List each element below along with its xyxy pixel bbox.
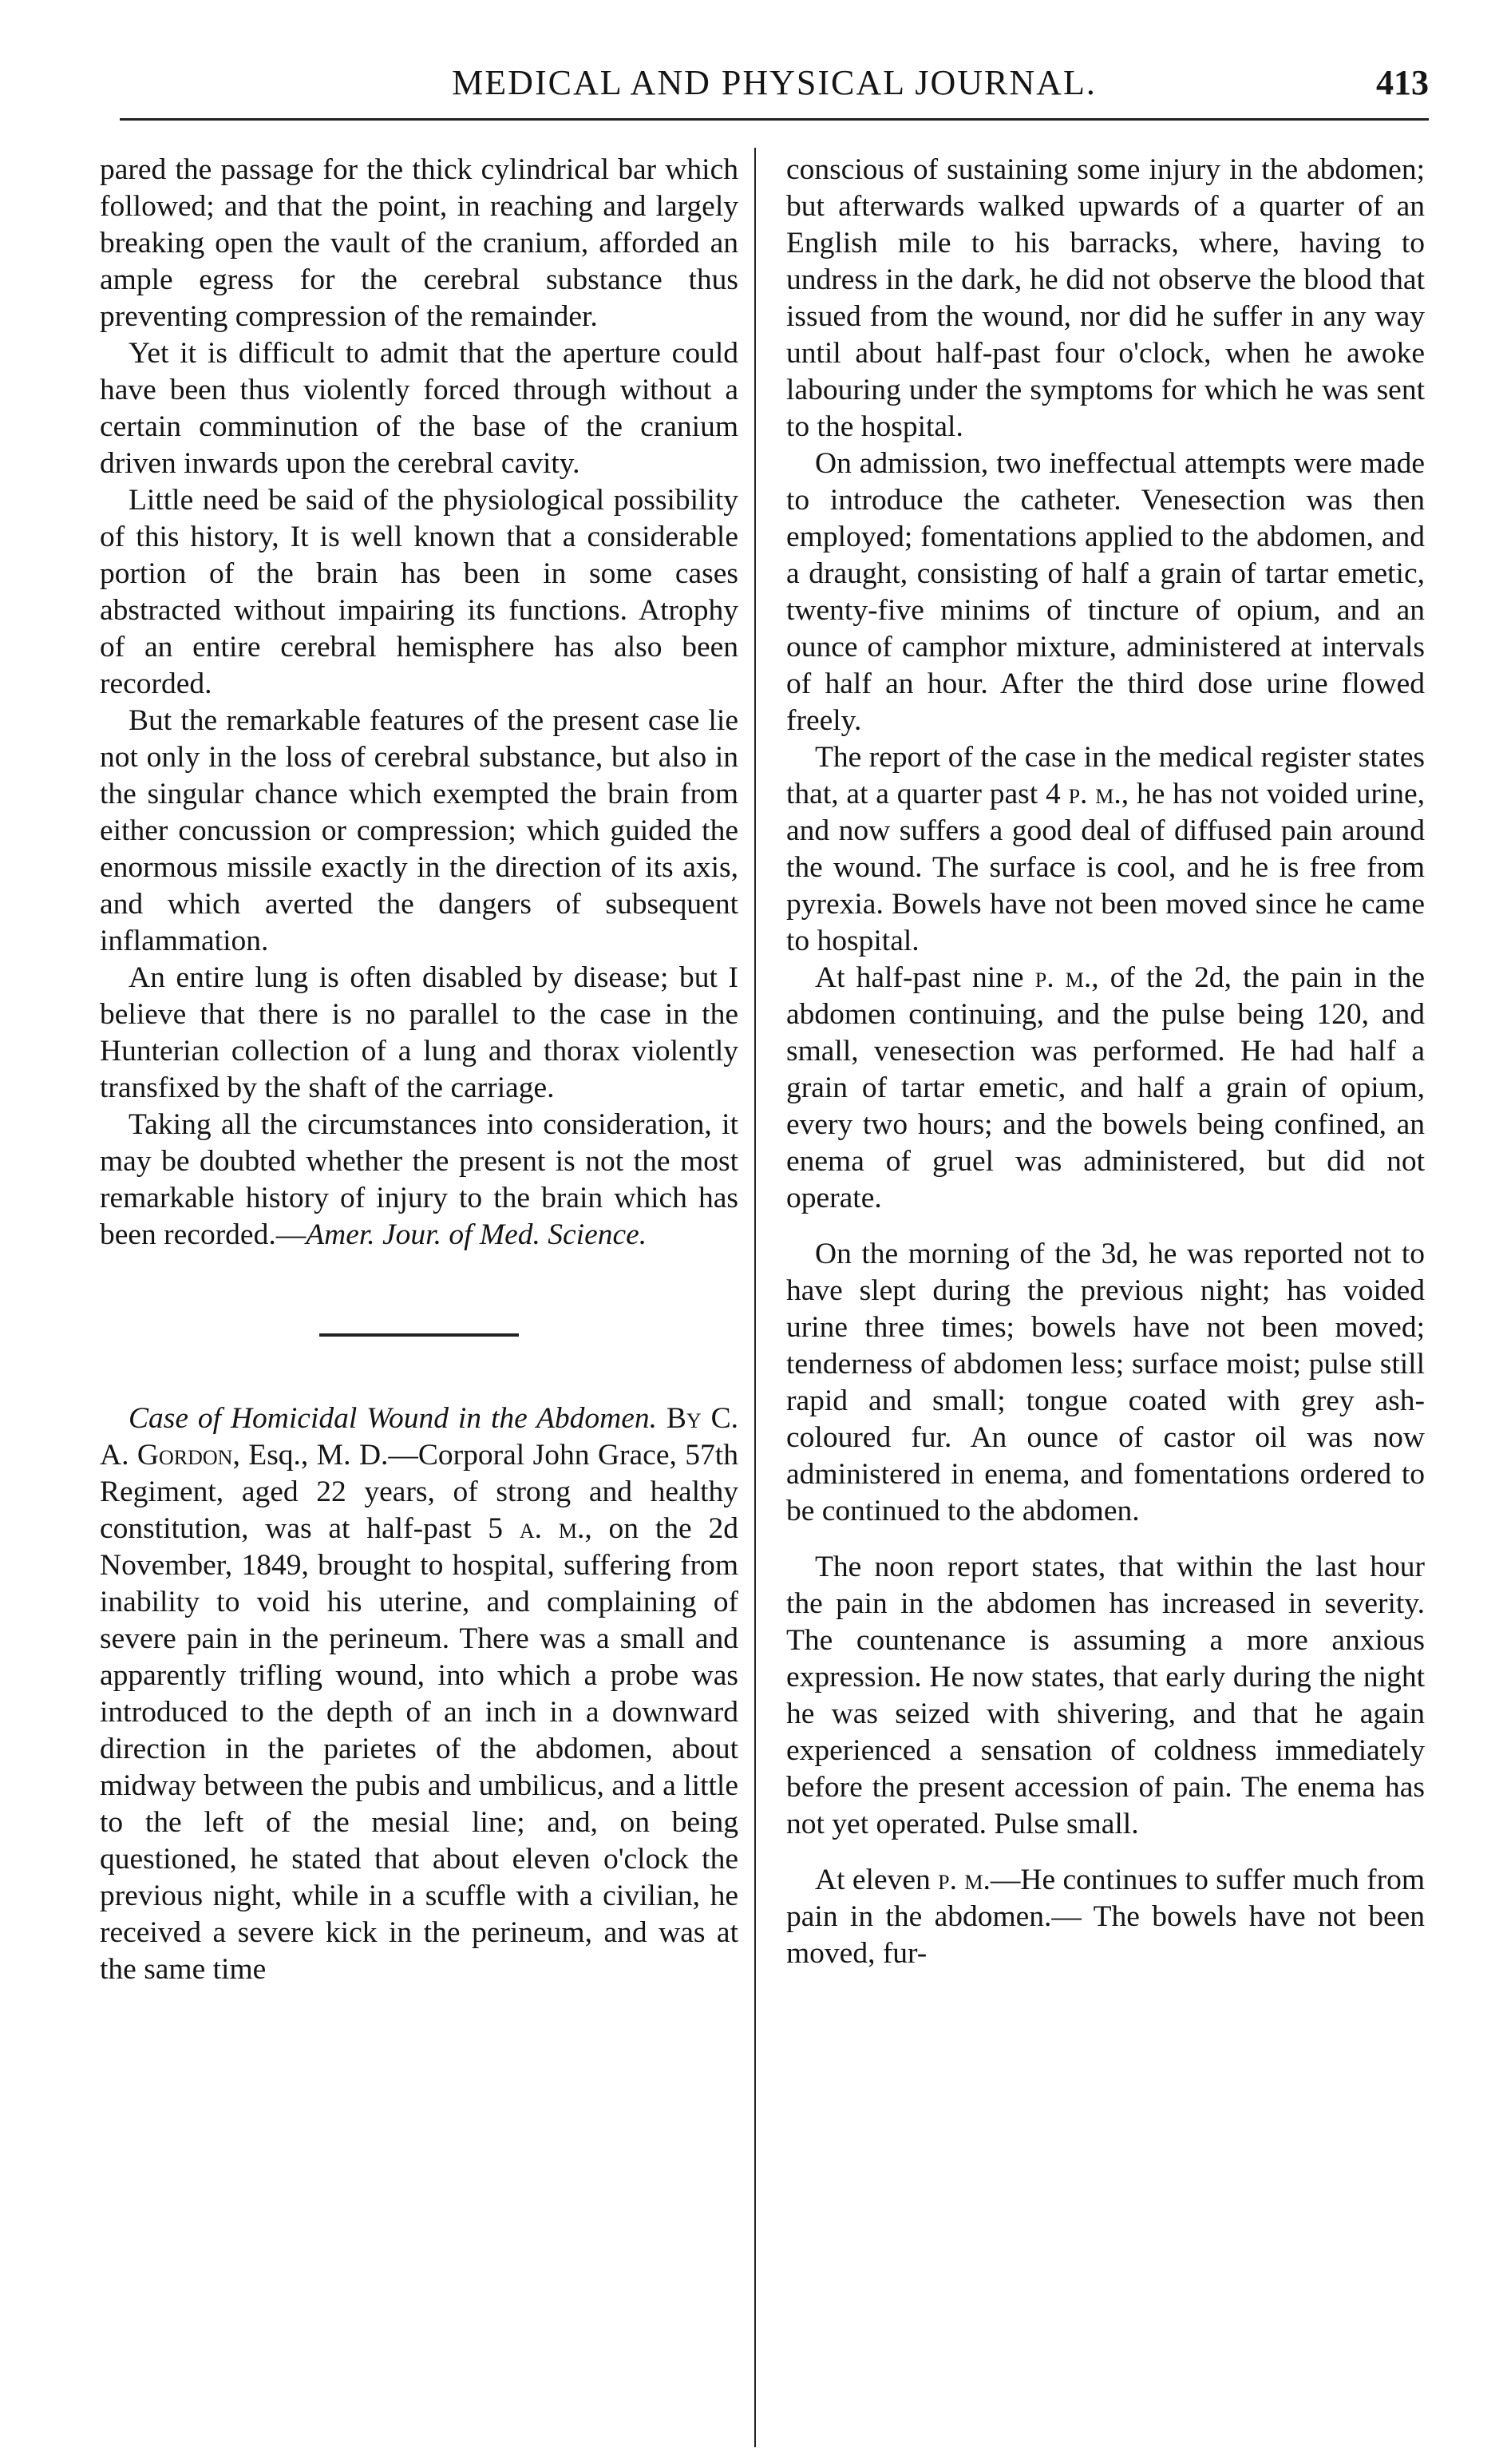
journal-title: MEDICAL AND PHYSICAL JOURNAL. [452,63,1097,102]
section-separator [319,1333,519,1337]
author-name: C. A. Gordon [100,1402,739,1472]
column-divider [754,148,756,2447]
case-title: Case of Homicidal Wound in the Abdomen. [129,1402,658,1435]
paragraph: But the remarkable features of the present case lie not only in the loss of cerebral substance, but also in the singular chance which exempted the brain from either concussion or compression; which guided the enormous missile exactly in the direction of its axis, and which averted the dangers of subsequent inflammation. [100,704,738,957]
header-rule [120,118,1429,121]
paragraph-text: The report of the case in the medical register states that, at a quarter past 4 [786,741,1425,810]
case-report-opening [100,1400,738,1988]
paragraph [786,960,1425,1217]
paragraph: Little need be said of the physiological possibility of this history, It is well known that a considerable portion of the brain has been in some cases abstracted without impairing its functions. Atrophy of an entire cerebral hemisphere has also been recorded. [100,484,738,700]
paragraph-with-citation [100,1107,738,1254]
paragraph: The noon report states, that within the last hour the pain in the abdomen has increased in severity. The countenance is assuming a more anxious expression. He now states, that early during the night he was seized with shivering, and that he again experienced a sensation of coldness immediately before the present accession of pain. The enema has not yet operated. Pulse small. [786,1551,1425,1840]
paragraph-text: Taking all the circumstances into consideration, it may be doubted whether the present is not the most remarkable history of injury to the brain which has been recorded.— [100,1108,738,1251]
paragraph [786,739,1425,960]
paragraph: On the morning of the 3d, he was reported not to have slept during the previous night; has voided urine three times; bowels have not been moved; tenderness of abdomen less; surface moist; pulse still rapid and small; tongue coated with grey ash-coloured fur. An ounce of castor oil was now administered in enema, and fomentations ordered to be continued to the abdomen. [786,1238,1425,1527]
running-header [120,62,1429,126]
paragraph [786,1862,1425,1972]
time-pm: p. m. [1068,778,1121,810]
right-column [786,152,1425,1972]
paragraph-text: , of the 2d, the pain in the abdomen continuing, and the pulse being 120, and small, venesection was performed. He had half a grain of tartar emetic, and half a grain of opium, every two hours; and the bowels being confined, an enema of gruel was administered, but did not operate. [786,961,1426,1214]
left-column [100,152,738,1988]
time-am: a. m. [519,1512,585,1545]
case-text: , Esq., M. D.—Corporal John Grace, 57th Regiment, aged 22 years, of strong and healthy constitution, was at half-past 5 [100,1439,738,1545]
citation: Amer. Jour. of Med. Science. [306,1218,647,1251]
paragraph-text: At half-past nine [815,961,1024,994]
paragraph-text: —He continues to suffer much from pain in the abdomen.— The bowels have not been moved, fur- [786,1864,1426,1970]
paragraph: An entire lung is often disabled by disease; but I believe that there is no parallel to the case in the Hunterian collection of a lung and thorax violently transfixed by the shaft of the carriage. [100,961,738,1104]
paragraph: On admission, two ineffectual attempts were made to introduce the catheter. Venesection was then employed; fomentations applied to the abdomen, and a draught, consisting of half a grain of tartar emetic, twenty-five minims of tincture of opium, and an ounce of camphor mixture, administered at intervals of half an hour. After the third dose urine flowed freely. [786,447,1425,737]
paragraph: Yet it is difficult to admit that the aperture could have been thus violently forced through without a certain comminution of the base of the cranium driven inwards upon the cerebral cavity. [100,337,738,480]
time-pm: p. m. [1034,961,1092,994]
paragraph-text: At eleven [815,1864,931,1896]
paragraph-continuation: pared the passage for the thick cylindrical bar which followed; and that the point, in reaching and largely breaking open the vault of the cranium, afforded an ample egress for the cerebral substance thus preventing compression of the remainder. [100,153,738,333]
paragraph-continuation: conscious of sustaining some injury in the abdomen; but afterwards walked upwards of a quarter of an English mile to his barracks, where, having to undress in the dark, he did not observe the blood that issued from the wound, nor did he suffer in any way until about half-past four o'clock, when he awoke labouring under the symptoms for which he was sent to the hospital. [786,153,1425,443]
byline-by: By [666,1402,702,1435]
case-text: , on the 2d November, 1849, brought to hospital, suffering from inability to void his uterine, and complaining of severe pain in the perineum. There was a small and apparently trifling wound, into which a probe was introduced to the depth of an inch in a downward direction in the parietes of the abdomen, about midway between the pubis and umbilicus, and a little to the left of the mesial line; and, on being questioned, he stated that about eleven o'clock the previous night, while in a scuffle with a civilian, he received a severe kick in the perineum, and was at the same time [100,1512,738,1986]
page-number: 413 [1376,63,1429,102]
time-pm: p. m. [938,1864,991,1896]
paragraph-text: , he has not voided urine, and now suffers a good deal of diffused pain around the wound. The surface is cool, and he is free from pyrexia. Bowels have not been moved since he came to hospital. [786,778,1426,957]
